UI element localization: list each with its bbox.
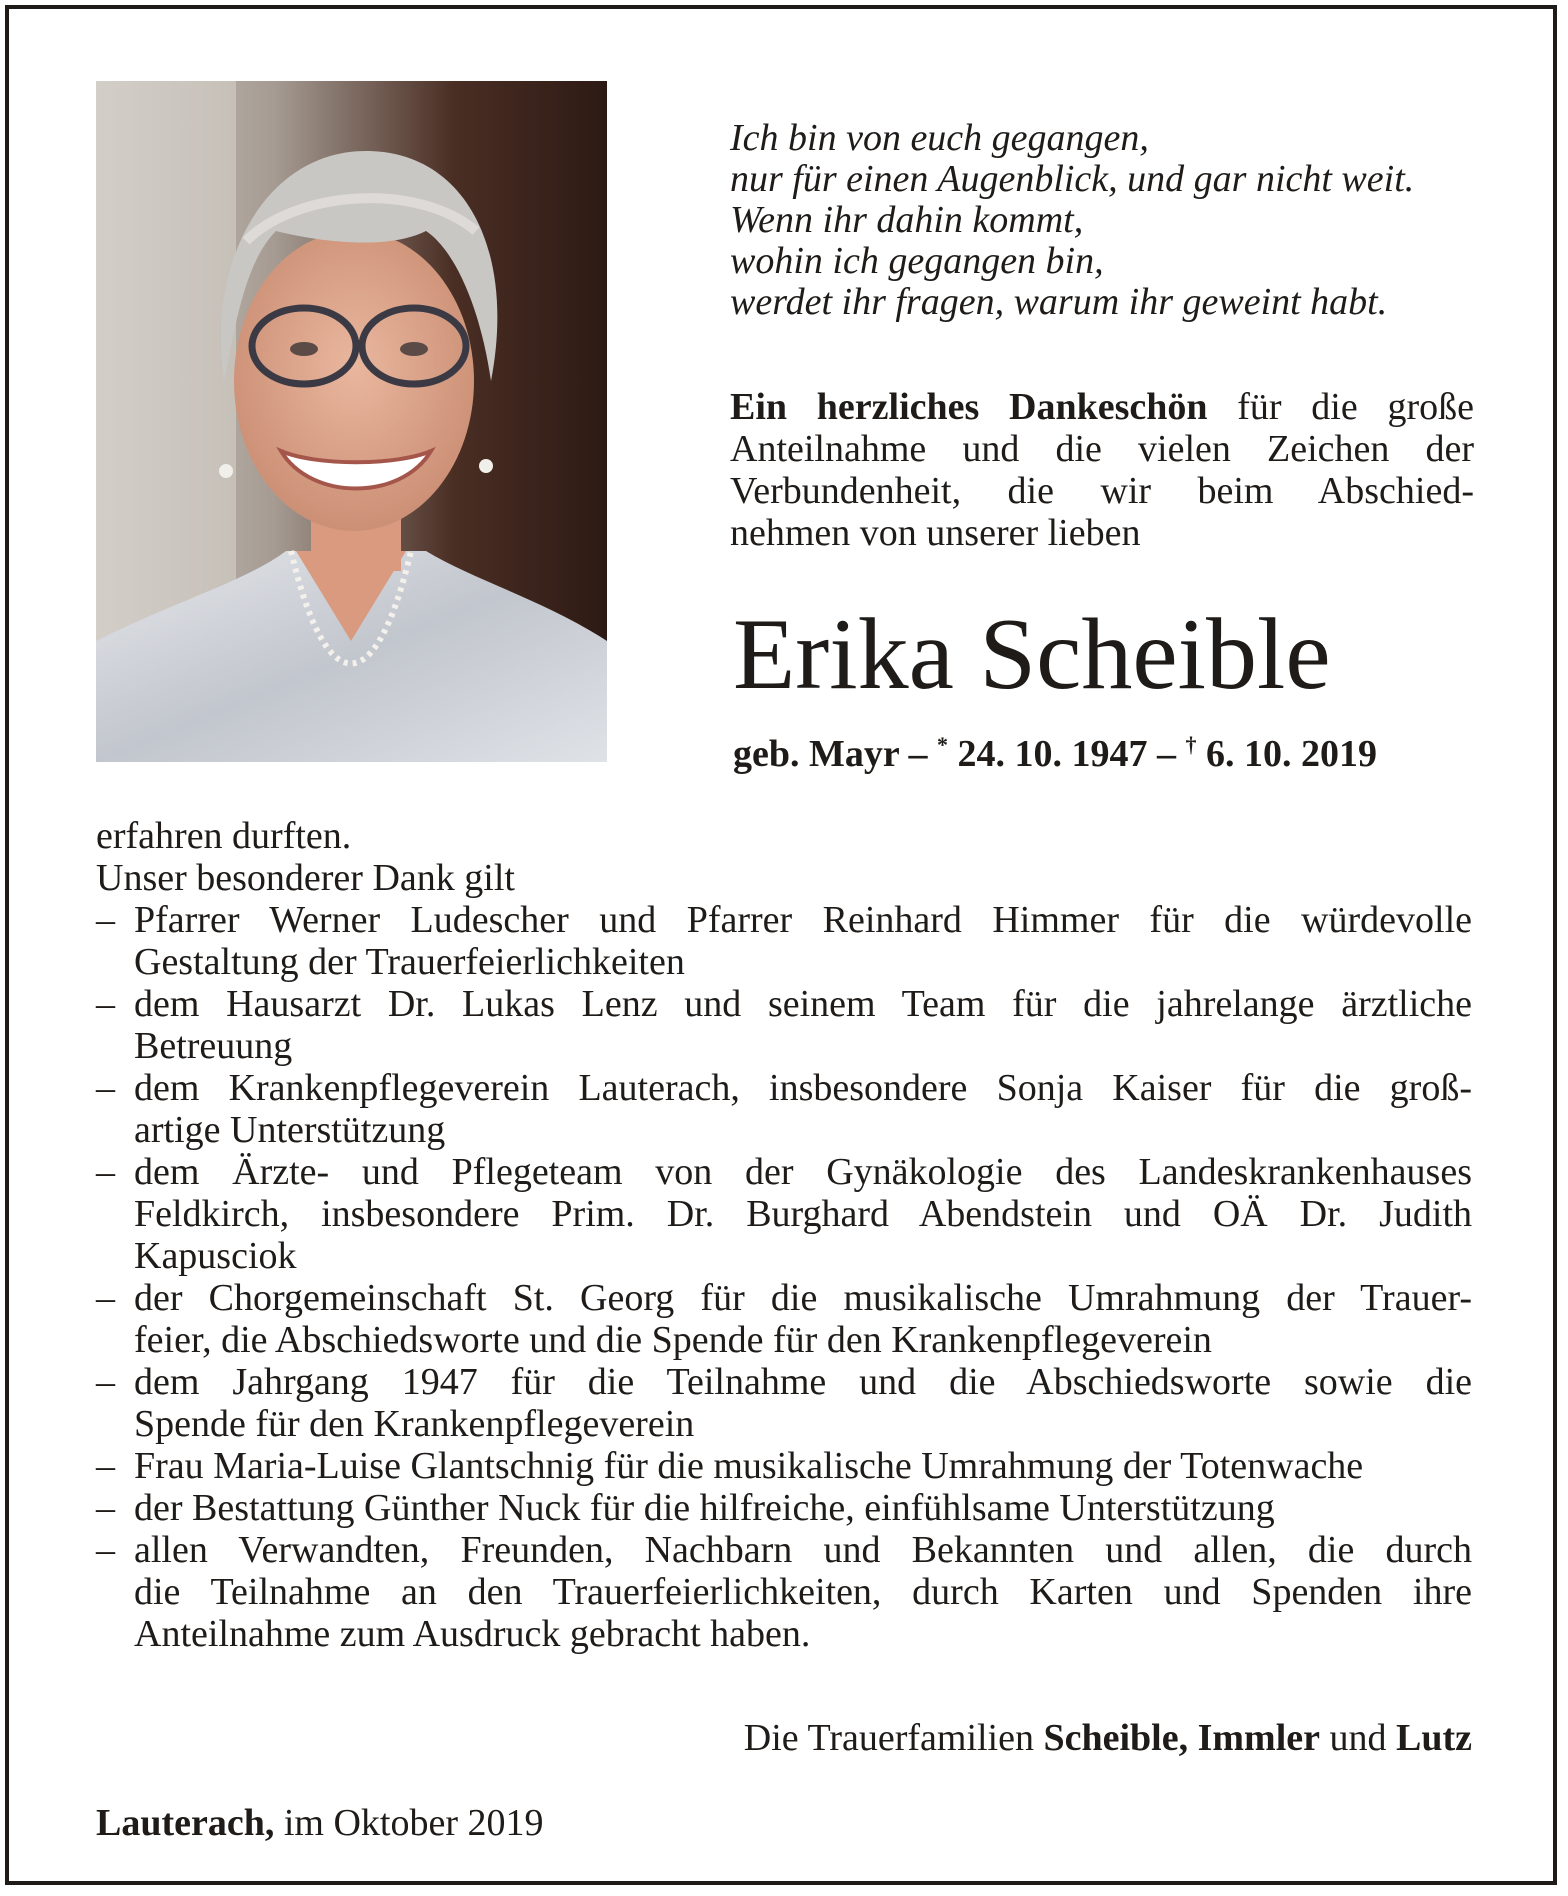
thanks-line xyxy=(730,386,1474,428)
list-item xyxy=(96,1067,1472,1151)
poem-line: nur für einen Augenblick, und gar nicht weit. xyxy=(730,158,1415,200)
list-item xyxy=(96,1361,1472,1445)
list-item xyxy=(96,1487,1472,1529)
separator: – xyxy=(1147,733,1186,775)
dash-marker: – xyxy=(96,1529,115,1571)
birth-date: 24. 10. 1947 xyxy=(948,733,1148,775)
list-item-line: der Bestattung Günther Nuck für die hilfreiche, einfühlsame Unterstützung xyxy=(134,1487,1275,1529)
death-date: 6. 10. 2019 xyxy=(1196,733,1378,775)
body-text xyxy=(96,815,1472,1655)
death-symbol: † xyxy=(1185,732,1197,757)
dash-marker: – xyxy=(96,1487,115,1529)
dash-marker: – xyxy=(96,1067,115,1109)
thanks-line: Verbundenheit, die wir beim Abschied- xyxy=(730,470,1474,512)
thanks-paragraph xyxy=(730,386,1474,554)
family-name: Lutz xyxy=(1396,1717,1472,1759)
body-line: erfahren durften. xyxy=(96,815,352,857)
family-name: Immler xyxy=(1197,1717,1320,1759)
poem-line: wohin ich gegangen bin, xyxy=(730,240,1104,282)
list-item-line: dem Hausarzt Dr. Lukas Lenz und seinem Team für die jahrelange ärztliche xyxy=(134,983,1472,1025)
deceased-name: Erika Scheible xyxy=(733,598,1331,711)
list-item-line: feier, die Abschiedsworte und die Spende für den Krankenpflegeverein xyxy=(134,1319,1212,1361)
list-item-line: Spende für den Krankenpflegeverein xyxy=(134,1403,695,1445)
separator: – xyxy=(899,733,938,775)
list-item xyxy=(96,899,1472,983)
list-item xyxy=(96,1445,1472,1487)
list-item xyxy=(96,1151,1472,1277)
dash-marker: – xyxy=(96,1361,115,1403)
list-item-line: dem Krankenpflegeverein Lauterach, insbesondere Sonja Kaiser für die groß- xyxy=(134,1067,1472,1109)
portrait-photo xyxy=(96,81,607,762)
body-line: Unser besonderer Dank gilt xyxy=(96,857,515,899)
signature-prefix: Die Trauerfamilien xyxy=(743,1717,1044,1759)
poem-line: Ich bin von euch gegangen, xyxy=(730,117,1149,159)
thanks-bold: Ein herzliches Dankeschön xyxy=(730,386,1208,428)
poem-line: Wenn ihr dahin kommt, xyxy=(730,199,1084,241)
family-name: Scheible, xyxy=(1043,1717,1189,1759)
dash-marker: – xyxy=(96,1151,115,1193)
thanks-line: Anteilnahme und die vielen Zeichen der xyxy=(730,428,1474,470)
thanks-line: nehmen von unserer lieben xyxy=(730,512,1141,554)
list-item xyxy=(96,1277,1472,1361)
place-date-text: im Oktober 2019 xyxy=(274,1802,544,1844)
list-item-line: dem Jahrgang 1947 für die Teilnahme und die Abschiedsworte sowie die xyxy=(134,1361,1472,1403)
list-item-line: dem Ärzte- und Pflegeteam von der Gynäkologie des Landeskrankenhauses xyxy=(134,1151,1472,1193)
signature-und: und xyxy=(1320,1717,1396,1759)
list-item-line: Frau Maria-Luise Glantschnig für die musikalische Umrahmung der Totenwache xyxy=(134,1445,1364,1487)
thanks-text: für die große xyxy=(1237,386,1474,428)
birth-symbol: * xyxy=(937,732,949,757)
list-item xyxy=(96,1529,1472,1655)
thanks-list xyxy=(96,899,1472,1655)
dash-marker: – xyxy=(96,1277,115,1319)
list-item-line: artige Unterstützung xyxy=(134,1109,446,1151)
list-item-line: die Teilnahme an den Trauerfeierlichkeiten, durch Karten und Spenden ihre xyxy=(134,1571,1472,1613)
birth-name: geb. Mayr xyxy=(733,733,900,775)
place-date xyxy=(96,1802,544,1844)
signature xyxy=(744,1717,1472,1759)
place-town: Lauterach, xyxy=(96,1802,275,1844)
space xyxy=(1188,1717,1198,1759)
poem xyxy=(730,118,1490,323)
list-item-line: Betreuung xyxy=(134,1025,293,1067)
list-item-line: allen Verwandten, Freunden, Nachbarn und Bekannten und allen, die durch xyxy=(134,1529,1472,1571)
poem-line: werdet ihr fragen, warum ihr geweint habt. xyxy=(730,281,1388,323)
list-item-line: Feldkirch, insbesondere Prim. Dr. Burghard Abendstein und OÄ Dr. Judith xyxy=(134,1193,1472,1235)
portrait-image xyxy=(96,81,607,762)
list-item xyxy=(96,983,1472,1067)
dash-marker: – xyxy=(96,899,115,941)
list-item-line: Anteilnahme zum Ausdruck gebracht haben. xyxy=(134,1613,811,1655)
dash-marker: – xyxy=(96,983,115,1025)
list-item-line: der Chorgemeinschaft St. Georg für die musikalische Umrahmung der Trauer- xyxy=(134,1277,1472,1319)
list-item-line: Gestaltung der Trauerfeierlichkeiten xyxy=(134,941,685,983)
dash-marker: – xyxy=(96,1445,115,1487)
life-dates xyxy=(733,732,1377,776)
list-item-line: Pfarrer Werner Ludescher und Pfarrer Reinhard Himmer für die würdevolle xyxy=(134,899,1472,941)
list-item-line: Kapusciok xyxy=(134,1235,297,1277)
